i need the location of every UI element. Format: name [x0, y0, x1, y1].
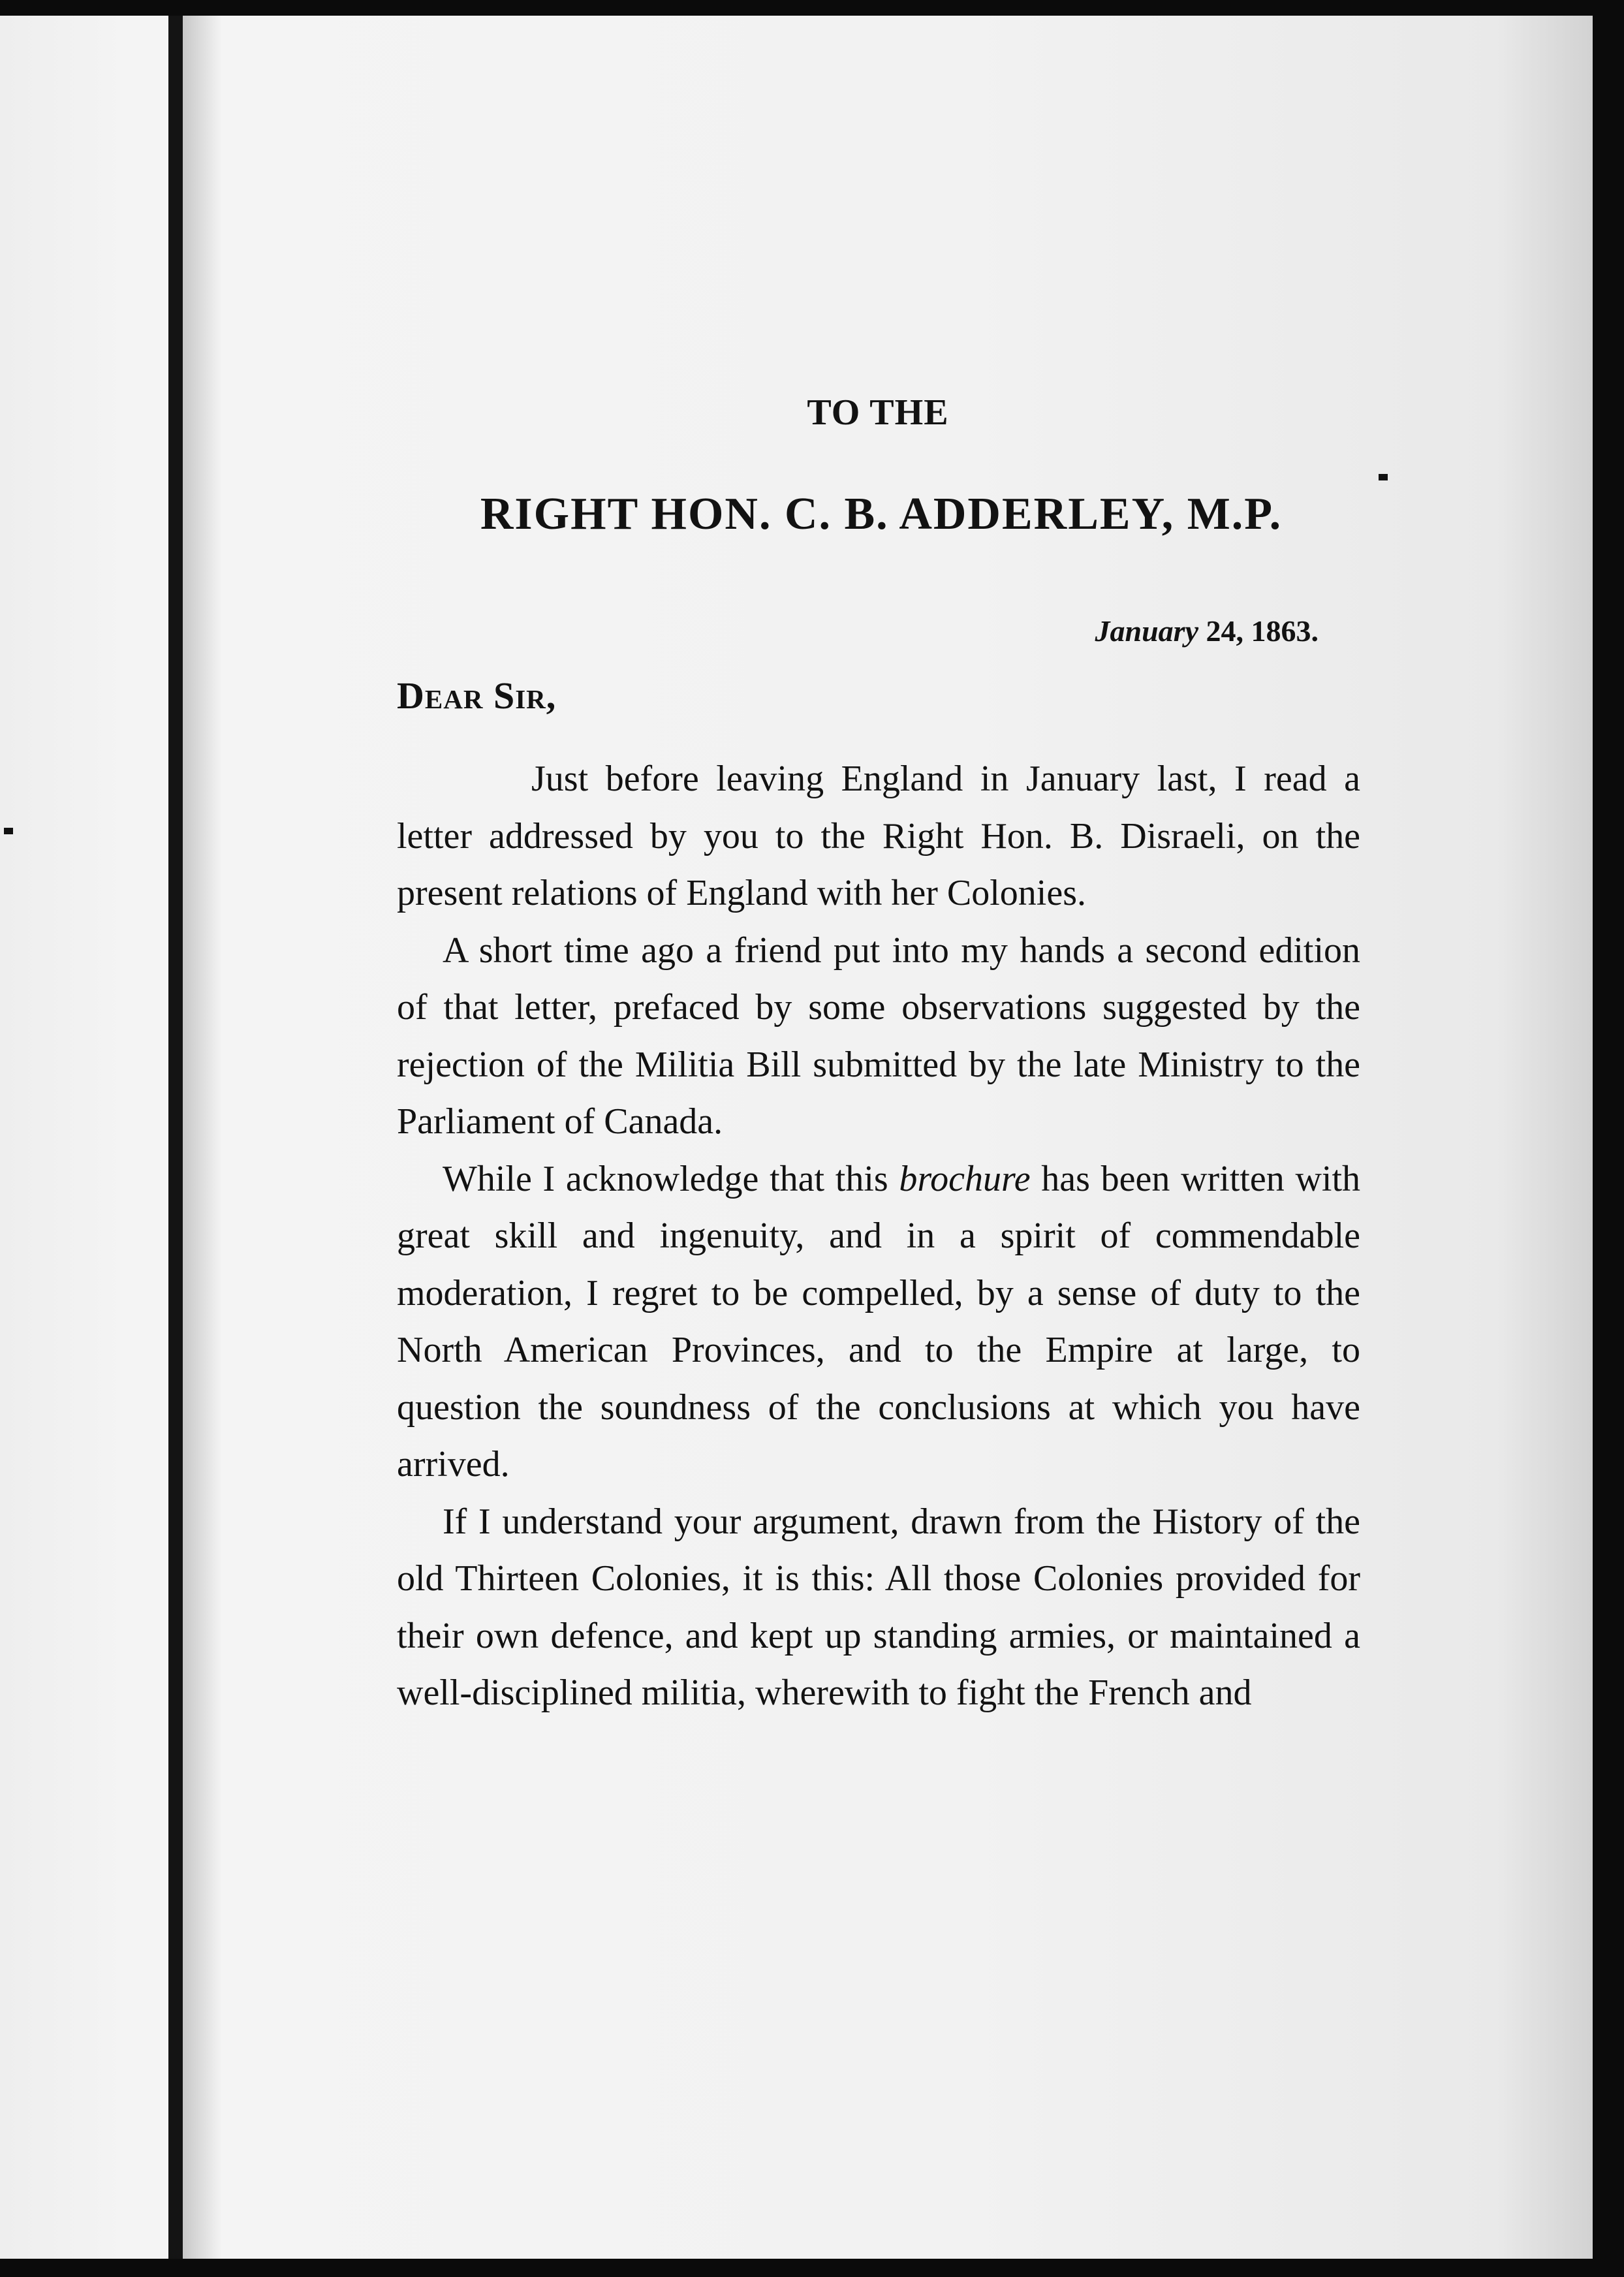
scan-border	[1593, 0, 1624, 2277]
addressee-heading: RIGHT HON. C. B. ADDERLEY, M.P.	[480, 489, 1283, 539]
date-month: January	[1095, 614, 1198, 648]
paragraph: Just before leaving England in January last, I read a letter addressed by you to the Right Hon. B. Disraeli, on the present relations of England with her Colonies.	[397, 759, 1360, 913]
paragraph: If I understand your argument, drawn from the History of the old Thirteen Colonies, it is this: All those Colonies provided for their own defence, and kept up standing armies, or maintained a well-disciplined militia, wherewith to fight the French and	[397, 1501, 1360, 1713]
letter-body	[397, 751, 1360, 1722]
paragraph: A short time ago a friend put into my hands a second edition of that letter, prefaced by some observations suggested by the rejection of the Militia Bill submitted by the late Ministry to the Parliament of Canada.	[397, 930, 1360, 1142]
date-day-year: 24, 1863.	[1206, 614, 1319, 648]
paragraph-text: has been written with great skill and ingenuity, and in a spirit of commendable moderation, I regret to be compelled, by a sense of duty to the North American Provinces, and to the Empire at large, to question the soundness of the conclusions at which you have arrived.	[397, 1158, 1361, 1484]
ink-speck	[1379, 474, 1388, 480]
paragraph-text: While I acknowledge that this	[443, 1158, 899, 1199]
ink-speck	[4, 828, 13, 834]
paragraph	[397, 1151, 1360, 1494]
letter-date	[914, 614, 1319, 648]
heading-to: TO THE	[807, 392, 949, 433]
binding-shadow	[183, 16, 222, 2259]
salutation: Dear Sir,	[397, 674, 557, 717]
italic-word: brochure	[899, 1158, 1031, 1199]
binding-edge	[168, 16, 183, 2259]
